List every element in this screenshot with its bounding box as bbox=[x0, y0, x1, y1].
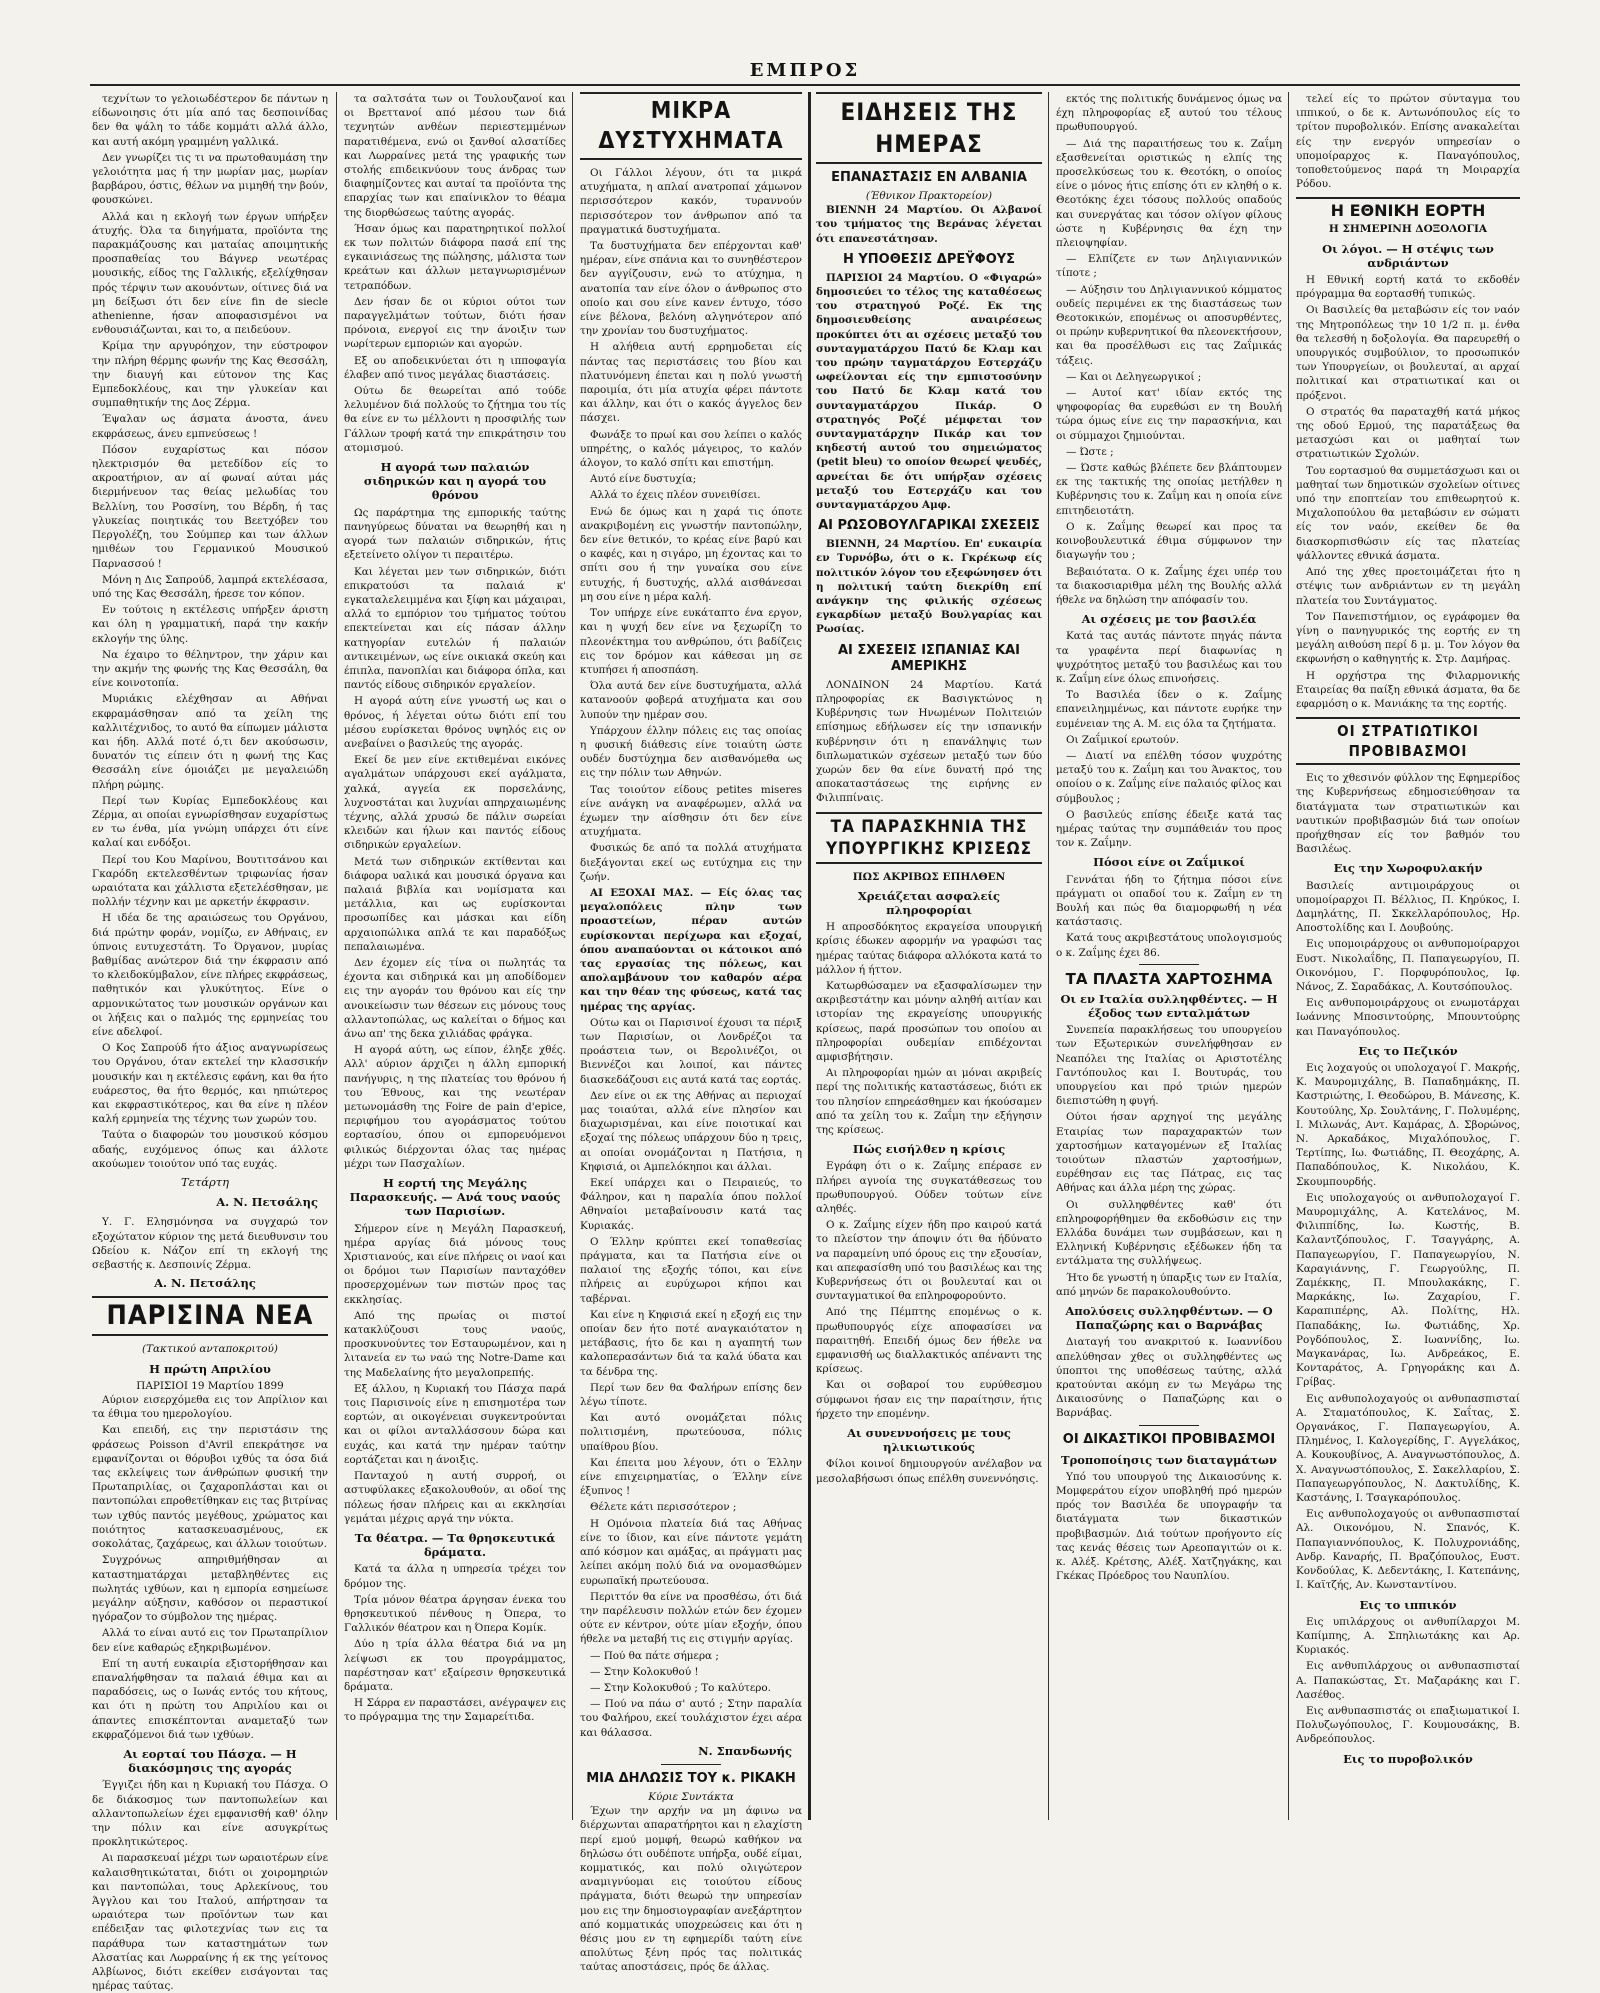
news-item: ΛΟΝΔΙΝΟΝ 24 Μαρτίου. Κατά πληροφορίας εκ Βασιγκτώνος η Κυβέρνησις των Ηνωμένων Πολιτειών επίσημως εδήλωσεν είς την ισπανικήν κυβέρνησιν ότι η επανάληψις των διπλωματικών σχέσεων μεταξύ των δύο χωρών δεν θα είνε δυνατή πρό της αποκαταστάσεως της ειρήνης εν Φιλιππίναις. bbox=[816, 678, 1042, 805]
article-paragraph: Του εορτασμού θα συμμετάσχωσι και οι μαθηταί των δημοτικών σχολείων οίτινες υπό την εποπτείαν του επιθεωρητού κ. Μιχαλοπούλου θα μεταβώσιν εν σώματι είς τον ναόν, εκείθεν δε θα διασκορπισθώσιν είς τας πλατείας ψάλλοντες εθνικά άσματα. bbox=[1296, 464, 1520, 562]
article-paragraph: Εκεί δε μεν είνε εκτιθεμέναι εικόνες αγαλμάτων υπάρχουσι εκεί αγάλματα, χαλκά, αγγεία εκ πορσελάνης, λυχνοστάται και λυχνίαι απηρχαιωμένης τέχνης, αλλά χρυσώ δε πάλιν σωρείαι κλειδών και ήλων και παντός είδους σιδηρικών εργαλείων. bbox=[344, 754, 566, 852]
article-paragraph: Βεβαιότατα. Ο κ. Ζαΐμης έχει υπέρ του τα διακοσιαριθμα μέλη της Βουλής αλλά ήθελε να δηλώση την απόφασίν του. bbox=[1056, 565, 1282, 606]
article-paragraph: Περιττόν θα είνε να προσθέσω, ότι διά την παρέλευσιν πολλών ετών δεν έχομεν ούτε εν κέντρον, ούτε μίαν εξοχήν, όπου ήθελε να μεταβή τις εις στιγμήν αργίας. bbox=[580, 1590, 802, 1646]
article-paragraph: Αυτό είνε δυστυχία; bbox=[590, 473, 697, 486]
article-paragraph: Τρία μόνον θέατρα άργησαν ένεκα του θρησκευτικού πένθους η Όπερα, το Γαλλικόν θέατρον και η Όπερα Κομίκ. bbox=[344, 1593, 566, 1635]
article-dateline: ΠΑΡΙΣΙΟΙ 19 Μαρτίου 1899 bbox=[136, 1379, 284, 1392]
sub-heading: Πόσοι είνε οι Ζαΐμικοί bbox=[1093, 855, 1245, 870]
article-paragraph: Ήτο δε γνωστή η ύπαρξις των εν Ιταλία, από μηνών δε παρακολουθούντο. bbox=[1056, 1271, 1282, 1298]
article-paragraph: Περί του Κου Μαρίνου, Βουτιτσάνου και Γκαρόδη εκτελεσθέντων τριφωνίας ήσαν ωραιότατα και χάλλιστα εξετελέσθησαν, με πολλήν τέχνην και με αρκετήν έκφρασιν. bbox=[92, 853, 328, 909]
sub-heading: Εις το Πεζικόν bbox=[1358, 1043, 1458, 1058]
article-heading: Η ΥΠΟΘΕΣΙΣ ΔΡΕΫΦΟΥΣ bbox=[842, 251, 1016, 267]
article-paragraph: Το Βασιλέα ίδεν ο κ. Ζαΐμης επανειλημμένως, και πάντοτε ευρήκε την ευμένειαν της Α. Μ. εις όλα τα ζητήματα. bbox=[1056, 689, 1282, 730]
article-paragraph: Ο Κος Σαπρούδ ήτο άξιος αναγνωρίσεως του Οργάνου, όταν εκτελεί την κλασσικήν μουσικήν και η εκτέλεσις εφάνη, και θα ήτο ευάρεστος, θα ήτο θερμός, και ηπιώτερος και εκφραστικότερος, και θα είνε η πλέον καλή ερμηνεία της τέχνης των χωρών του. bbox=[92, 1042, 328, 1126]
article-paragraph: Ενώ δε όμως και η χαρά τις όποτε ανακριβομένη εις γνωστήν παντοπώλην, δεν είνε θετικόν, το κρέας είνε βαρύ και ο καφές, και η σιγάρο, μη έχοντας και το σπίτι σου ή την γυναίκα σου είνε ευτυχής, ή δυστυχής, αλλά αισθάνεσαι μη σου είνε η μέρα καλή. bbox=[580, 505, 802, 603]
correspondent-note: (Τακτικού ανταποκριτού) bbox=[142, 1343, 278, 1356]
sub-heading: Εις το ιππικόν bbox=[1359, 1597, 1457, 1612]
article-paragraph: Γεννάται ήδη το ζήτημα πόσοι είνε πράγματι οι οπαδοί του κ. Ζαΐμη εν τη Βουλή και πώς θα διαμορφωθή η νέα κατάστασις. bbox=[1056, 873, 1282, 929]
article-subheading: Χρειάζεται ασφαλείς πληροφορίαι bbox=[857, 888, 1001, 917]
article-paragraph: Ήσαν όμως και παρατηρητικοί πολλοί εκ των πολιτών διάφορα πασά επί της εγκαινιάσεως της πώλησης, μάλιστα των κρεάτων και άλλων μεταγνωρισμένων τετραπόδων. bbox=[344, 222, 566, 292]
author-signature: Α. Ν. Πετσάλης bbox=[154, 1276, 256, 1291]
article-paragraph: Εις ανθυπιλάρχους οι ανθυπασπισταί Α. Παπακώστας, Στ. Μαζαράκης και Γ. Λασέθος. bbox=[1296, 1660, 1520, 1701]
column-rule bbox=[1288, 92, 1289, 1820]
article-paragraph: Διαταγή του ανακριτού κ. Ιωαννίδου απελύθησαν χθες οι συλληφθέντες ως ύποπτοι της υποθέσεως ταύτης, αλλά κρατούνται ακόμη εν τω Μεγάρω της Δικαιοσύνης ο Παπαζώρης και ο Βαρνάβας. bbox=[1056, 1336, 1282, 1420]
article-paragraph: Αλλά και η εκλογή των έργων υπήρξεν άτυχής. Όλα τα διηγήματα, προϊόντα της παρακμάζουσης και ματαίας αποιμητικής προσπαθείας του Βάγνερ νεωτέρας μουσικής, είδος της Γαλλικής, εξελίχθησαν πρός τέρψιν των ακουόντων, οίτινες διά να μη δείξωσι ότι δεν είνε fin de siecle athenienne, ήσαν αποφασισμένοι να ενθουσιάζωνται, και το, α πειδεύουν. bbox=[92, 210, 328, 337]
article-paragraph: Εις λοχαγούς οι υπολοχαγοί Γ. Μακρής, Κ. Μαυρομιχάλης, Β. Παπαδημάκης, Π. Καστριώτης, Ι. Θεοδώρου, Β. Μάνεσης, Κ. Κουτούλης, Χρ. Σουλτάνης, Γ. Πολυμέρης, Ι. Μιλωνάς, Αντ. Καμάρας, Δ. Σβορώνος, Ν. Αρκαδάκος, Μιχαλόπουλος, Γ. Τερτίπης, Ιω. Φωτιάδης, Π. Θεοχάρης, Α. Παπαδόπουλος, Κ. Νικολάου, Κ. Σκουμπουρδής. bbox=[1296, 1061, 1520, 1188]
sub-heading: Πώς εισήλθεν η κρίσις bbox=[852, 1142, 1006, 1157]
article-paragraph: τεχνίτων το γελοιωδέστερον δε πάντων η είδωνοιησις ότι μία από τας δεσποινίδας δεν θα ψάλη το τάδε κομμάτι αλλά άλλο, και αυτή ακόμη γραμμένη γαλλικά. bbox=[92, 93, 328, 148]
masthead bbox=[90, 60, 1520, 86]
article-paragraph: Κατωρθώσαμεν να εξασφαλίσωμεν την ακριβεστάτην και μόνην αληθή αιτίαν και ιστορίαν της εκραγείσης υπουργικής κρίσεως, παρά προσώπων του οποίου αι πληροφορίαι ουδεμίαν επιδέχονται αμφισβήτησιν. bbox=[816, 979, 1042, 1063]
article-paragraph: Δεν ήσαν δε οι κύριοι ούτοι των παραγγελμάτων τούτων, διότι ήσαν πρόνοια, ενεργοί εις την άνοιξιν των νωρίτερων εμποριών και αγορών. bbox=[344, 295, 566, 351]
article-paragraph: Πόσον ευχαρίστως και πόσον ηλεκτρισμόν θα μετεδίδον είς το ακροατήριον, αν αί φωναί αύται μάς διερμήνευον τας θείας μελωδίας του Βελλίνη, του Ροσσίνη, του Βέρδη, ή τας γλυκείας ποιητικάς του Βεετχόβεν του Περγολέζη, του Σούμπερ και των άλλων ημιθέων του Γερμανικού Μουσικού Παρνασσού ! bbox=[92, 443, 328, 570]
article-paragraph: Αι παρασκευαί μέχρι των ωραιοτέρων είνε καλαισθητικώταται, διότι οι χοιρομηριών και παντοπώλαι, τους Αρλεκίνους, του Άγγλου και του Ιταλού, απήρτησαν τα ωραιότερα των προϊόντων των και επέδειξαν τας φιλοτεχνίας των εις τα παράθυρα των καταστημάτων των Αλσατίας και Λωρραίνης ή εκ της γείτονος Αλβίωνος, διότι εκείθεν εισάγονται τας ημέρας ταύτας. bbox=[92, 1852, 328, 1993]
article-subheading: Τροποποίησις των διαταγμάτων bbox=[1061, 1452, 1277, 1467]
article-paragraph: Τον Πανεπιστήμιον, ος εγράφομεν θα γίνη ο πανηγυρικός της εορτής εν τη μεγάλη αιθούση περί δ μ. μ. Τον λόγον θα εκφωνήση ο καθηγητής κ. Στρ. Δαμήρας. bbox=[1296, 610, 1520, 666]
article-paragraph: — Πού να πάω σ' αυτό ; Στην παραλία του Φαλήρου, εκεί τουλάχιστον έχει αέρα και θάλασσα. bbox=[580, 1698, 802, 1739]
article-paragraph: Ο βασιλεύς επίσης έδειξε κατά τας ημέρας ταύτας την συμπάθειάν του προς τον κ. Ζαΐμην. bbox=[1056, 808, 1282, 850]
article-paragraph: Εγράφη ότι ο κ. Ζαΐμης επέρασε εν πλήρει αγνοία της συγκατάθεσεως του πρωθυπουργού. Ούδεν τούτων είνε αληθές. bbox=[816, 1160, 1042, 1215]
article-subheading: Η ΣΗΜΕΡΙΝΗ ΔΟΞΟΛΟΓΙΑ bbox=[1328, 223, 1488, 236]
article-paragraph: Κατά τα άλλα η υπηρεσία τρέχει τον δρόμον της. bbox=[344, 1563, 566, 1590]
section-heading: ΤΑ ΠΑΡΑΣΚΗΝΙΑ ΤΗΣ ΥΠΟΥΡΓΙΚΗΣ ΚΡΙΣΕΩΣ bbox=[816, 812, 1042, 864]
article-paragraph: Εξ ου αποδεικνύεται ότι η ιπποφαγία έλαβεν από τινος μεγάλας διαστάσεις. bbox=[344, 354, 566, 381]
article-paragraph: Ο κ. Ζαΐμης είχεν ήδη προ καιρού κατά το πλείστον την άποψιν ότι θα ήδύνατο να παραμείνη υπό όρους εις την εξουσίαν, και απεφασίσθη υπό του βασιλέως και της Κυβερνήσεως ότι οι βουλευταί και οι συνταγματικοί θα επληροφορούντο. bbox=[816, 1219, 1042, 1303]
article-paragraph: Οι Βασιλείς θα μεταβώσιν είς τον ναόν της Μητροπόλεως την 10 1/2 π. μ. ένθα θα τελεσθή η δοξολογία. Θα παρευρεθή ο υπουργικός συμβούλιον, το προσωπικόν των Υπουργείων, οι βουλευταί, αι αρχαί πολιτικαί και στρατιωτικαί και οι πρόξενοι. bbox=[1296, 304, 1520, 402]
article-paragraph: Θέλετε κάτι περισσότερον ; bbox=[590, 1501, 737, 1514]
article-paragraph: Εις υπιλάρχους οι ανθυπίλαρχοι Μ. Καπίμπης, Α. Σπηλιωτάκης και Αρ. Κυριακός. bbox=[1296, 1615, 1520, 1657]
section-heading: ΜΙΚΡΑ ΔΥΣΤΥΧΗΜΑΤΑ bbox=[580, 92, 802, 160]
article-subheading: ΠΩΣ ΑΚΡΙΒΩΣ ΕΠΗΛΘΕΝ bbox=[852, 870, 1006, 883]
news-item: ΠΑΡΙΣΙΟΙ 24 Μαρτίου. Ο «Φιγαρώ» δημοσιεύει το τέλος της καταθέσεως του στρατηγού Ροζέ. Εκ της δημοσιευθείσης αναιρέσεως προκύπτει ότι αι σχέσεις μεταξύ του συνταγματάρχου Πατύ δε Κλαμ και του πρώην ταγματάρχου Εστερχάζυ ωφείλονται είς την εμπιστοσύνην του Πατύ δε Κλαμ κατά του συνταγματάρχου Πικάρ. Ο στρατηγός Ροζέ μέμφεται τον συνταγματάρχην Πικάρ και τον κηδεστή αυτού του σημειώματος (petit bleu) το οποίον θεωρεί ψευδές, αρνείται δε ότι υπήρξαν σχέσεις μεταξύ του Εστερχάζυ και του συνταγματάρχου Αμφ. bbox=[816, 271, 1042, 512]
column-6 bbox=[1296, 92, 1520, 1820]
article-paragraph: Κατά τας αυτάς πάντοτε πηγάς πάντα τα γραφέντα περί διαφωνίας η ψυχρότητος μεταξύ του βασιλέως και του κ. Ζαΐμη είνε όλως επινοήσεις. bbox=[1056, 630, 1282, 685]
column-rule bbox=[336, 92, 337, 1820]
article-paragraph: Μόνη η Δις Σαπρούδ, λαμπρά εκτελέσασα, υπό της Κας Θεσσάλη, ήρεσε τον κόπον. bbox=[92, 573, 328, 600]
article-paragraph: Φωνάξε το πρωί και σου λείπει ο καλός υπηρέτης, ο καλός μάγειρος, το καλόν άλογον, το καλό σπίτι και επιστήμη. bbox=[580, 428, 802, 470]
article-paragraph: Η αγορά αύτη, ως είπον, έληξε χθές. Αλλ' αύριον άρχιζει η άλλη εμπορική πανήγυρις, η της πλατείας του θρόνου ή του Έθνους, και της νεωτέραν μετωνομάσθη της Foire de pain d'epice, περιφήμου του αγοράσματος τούτου εορτασίου, όπου οι εμπορευόμενοι φιλικώς διέρχονται όλας τας ημέρας μέχρι των Πασχαλίων. bbox=[344, 1044, 566, 1170]
sub-heading: Τα θέατρα. — Τα θρησκευτικά δράματα. bbox=[354, 1530, 556, 1560]
article-paragraph: ΑΙ ΕΞΟΧΑΙ ΜΑΣ. — Είς όλας τας μεγαλοπόλεις πλην των προαστείων, πέραν αυτών ευρίσκονται περίχωρα και εξοχαί, όπου αναπαύονται οι κάτοικοι από τας εργασίας της πόλεως, και απολαμβάνουν τον καθαρόν αέρα και την θέαν της φύσεως, κατά τας ημέρας της αργίας. bbox=[580, 886, 802, 1013]
article-paragraph: Τα δυστυχήματα δεν επέρχονται καθ' ημέραν, είνε σπάνια και το συνηθέστερον δεν αγγίζουσιν, ενώ το ατύχημα, η ανατοπία ταν είνε όλον ο άνθρωπος στο οποίο και σου είνε κανεν έντυχο, τόσο είνε βέλονα, βελόνη αλγηνότερον από την χρονίαν του δυστυχήματος. bbox=[580, 240, 802, 338]
article-paragraph: Μετά των σιδηρικών εκτίθενται και διάφορα υαλικά και μουσικά όργανα και παλαιά βιβλία και νομίσματα και μετάλλια, και ως ευρίσκονται προσωπίδες και μάσκαι και είδη αρχαιοπώλικα απλά τε και παραδόξως πεπαλαιωμένα. bbox=[344, 855, 566, 953]
salutation: Κύριε Συντάκτα bbox=[648, 1790, 734, 1803]
column-rule bbox=[1048, 92, 1049, 1820]
author-signature: Ν. Σπανδωνής bbox=[698, 1743, 792, 1758]
masthead-title: ΕΜΠΡΟΣ bbox=[749, 60, 861, 81]
article-paragraph: Υπάρχουν έλλην πόλεις εις τας οποίας η φυσική διάθεσις είνε τοιαύτη ώστε ουδέν δυστύχημα δεν αισθανόμεθα ως εις την πόλιν των Αθηνών. bbox=[580, 724, 802, 780]
article-paragraph: εκτός της πολιτικής δυνάμενος όμως να έχη πληροφορίας εξ αυτού του τέλους πρωθυπουργού. bbox=[1056, 93, 1282, 134]
article-paragraph: Και είνε η Κηφισιά εκεί η εξοχή εις την οποίαν δεν ήτο ποτέ αναγκαιότατον η μετάβασις, ήτο δε και η αγαπητή των καλοπερασάντων διά τα καλά ύδατα και τα δένδρα της. bbox=[580, 1308, 802, 1378]
article-paragraph: Εις ανθυπασπιστάς οι επαξιωματικοί Ι. Πολυζωγόπουλος, Γ. Κουμουσάκης, Β. Ανδρεόπουλος. bbox=[1296, 1704, 1520, 1746]
article-paragraph: Η Σάρρα εν παραστάσει, ανέγραψεν εις το πρόγραμμα της την Σαμαρείτιδα. bbox=[344, 1697, 566, 1724]
article-subheading: Οι λόγοι. — Η στέψις των ανδριάντων bbox=[1322, 241, 1494, 270]
article-paragraph: Αι πληροφορίαι ημών αι μόναι ακριβείς περί της πολιτικής καταστάσεως, διότι εκ του πλησίον επηρεάσθημεν και ήκούσαμεν από τα χείλη του κ. Ζαΐμη την εξήγησιν της κρίσεως. bbox=[816, 1067, 1042, 1136]
sub-heading: Αι συνεννοήσεις με τους ηλικιωτικούς bbox=[847, 1426, 1011, 1455]
divider bbox=[1139, 1425, 1199, 1426]
article-paragraph: — Αύξησιν του Δηλιγιαννικού κόμματος ουδείς περιμένει εκ της διαστάσεως των Θεοτοκικών, επομένως οι αποσυρθέντες, οι πρώην κυβερνητικοί θα πλεονεκτήσουν, και θα προσέλθωσι εις τας Ζαΐμικάς τάξεις. bbox=[1056, 283, 1282, 367]
article-subheading: Οι εν Ιταλία συλληφθέντες. — Η έξοδος των ενταλμάτων bbox=[1060, 991, 1278, 1020]
article-paragraph: — Στην Κολοκυθού ! bbox=[590, 1665, 699, 1678]
article-paragraph: Υπό του υπουργού της Δικαιοσύνης κ. Μομφεράτου είχον υποβληθή πρό ημερών πρός τον Βασιλέα δε υπογραφήν τα διατάγματα των δικαστικών προβιβασμών. Διά τούτων προήγοντο είς τας κενάς θέσεις των Αρεοπαγιτών οι κ. κ. Αλέξ. Κρέτσης, Αλέξ. Χατζηγάκης, και Γκέκας Πρόεδρος του Ναυπλίου. bbox=[1056, 1470, 1282, 1583]
article-paragraph: Τον υπήρχε είνε ευκάταπτο ένα εργον, και η ψυχή δεν είνε να ξεχωρίζη το πλεονέκτημα του ανθρώπου, ότι βαδίζεις εις τον δρόμον και κάθεσαι μη σε κτυπήσει ή αποσπάση. bbox=[580, 607, 802, 676]
section-heading-news: ΕΙΔΗΣΕΙΣ ΤΗΣ ΗΜΕΡΑΣ bbox=[816, 92, 1042, 164]
dateline-day: Τετάρτη bbox=[181, 1175, 229, 1190]
article-paragraph: Κρίμα την αργυρόηχον, την εύστροφον την πλήρη θέρμης φωνήν της Κας Θεσσάλη, την διαυγή και εύτονον της Κας Εμπεδοκλέους, και την γλυκείαν και συμπαθητικήν της Δος Ζέρμα. bbox=[92, 340, 328, 410]
article-paragraph: Δεν έχομεν είς τίνα οι πωλητάς τα έχοντα και σιδηρικά και μη αποδίδομεν εις την αγοράν του θρόνου και είς την ανοικείωσιν των θέσεων εις μόνους τους αλλαντοπώλας, ως καλείται ο δήμος και άνω απ' της δεκα χιλιάδας φράγκα. bbox=[344, 956, 566, 1040]
author-signature: Α. Ν. Πετσάλης bbox=[216, 1195, 318, 1210]
article-paragraph: Ούτοι ήσαν αρχηγοί της μεγάλης Εταιρίας των παραχαρακτών των χαρτοσήμων καταγομένων εξ Ιταλίας τοιούτων πλαστών χαρτοσήμων, ευρέθησαν εις τας Πάτρας, εις τας Αθήνας και άλλα μέρη της χώρας. bbox=[1056, 1111, 1282, 1195]
column-rule bbox=[808, 92, 811, 1820]
article-paragraph: Εις το χθεσινόν φύλλον της Εφημερίδος της Κυβερνήσεως εδημοσιεύθησαν τα διατάγματα των στρατιωτικών και ναυτικών προβιβασμών διά των οποίων προήχθησαν είς τον βαθμόν του Βασιλέως. bbox=[1296, 772, 1520, 856]
article-paragraph: Επί τη αυτή ευκαιρία εξιστορήθησαν και επαναλήφθησαν τα παλαιά έθιμα και αι παραδόσεις, ως ο Ιωνάς εντός του κήτους, και ότι η πρώτη του Απριλίου και οι άπαντες επισκέπτονται αναμεταξύ των εκφραζόμενοι διά των ιχθύων. bbox=[92, 1657, 328, 1741]
news-item: ΒΙΕΝΝΗ 24 Μαρτίου. Οι Αλβανοί του τμήματος της Βεράνας λέγεται ότι επανεστάτησαν. bbox=[816, 204, 1042, 245]
article-paragraph: Περί των δεν θα Φαλήρων επίσης δεν λέγω τίποτε. bbox=[580, 1381, 802, 1409]
divider bbox=[661, 1764, 721, 1765]
article-heading: ΑΙ ΡΩΣΟΒΟΥΛΓΑΡΙΚΑΙ ΣΧΕΣΕΙΣ bbox=[818, 518, 1040, 534]
article-paragraph: Εκεί υπάρχει και ο Πειραιεύς, το Φάληρον, και η παραλία όπου πολλοί Αθηναίοι μεταβαίνουσιν κατά τας Κυριακάς. bbox=[580, 1177, 802, 1232]
article-paragraph: — Διά της παραιτήσεως του κ. Ζαΐμη εξασθενείται οριστικώς η ελπίς της προσελκύσεως του κ. Θεοτόκη, ο οποίος είνε ο μόνος ήτις επίσης ότι εν κληθή ο κ. Θεοτόκης έχει τόσους πολλούς οπαδούς και συνεργάτας και τόσον ολίγον φίλους ώστε η Κυβέρνησις θα έχη την πλειοψηφίαν. bbox=[1056, 137, 1282, 250]
article-paragraph: Η ορχήστρα της Φιλαρμονικής Εταιρείας θα παίξη εθνικά άσματα, θα δε εφαρμόση ο κ. Μανιάκης τα της εορτής. bbox=[1296, 669, 1520, 710]
article-paragraph: Φυσικώς δε από τα πολλά ατυχήματα διεξάγονται εκεί ως ευτύχημα εις την ζωήν. bbox=[580, 842, 802, 883]
sub-heading: Απολύσεις συλληφθέντων. — Ο Παπαζώρης και ο Βαρνάβας bbox=[1065, 1304, 1273, 1333]
article-heading: ΟΙ ΔΙΚΑΣΤΙΚΟΙ ΠΡΟΒΙΒΑΣΜΟΙ bbox=[1062, 1431, 1276, 1447]
article-paragraph: Και λέγεται μεν των σιδηρικών, διότι επικρατούσι τα παλαιά κ' εγκαταλελειμμένα και ξίφη και μάχαιραι, αλλά το εμπόριον του τμήματος τούτου επεκτείνεται και είς πάσαν άλλην κατηγορίαν ευτελών ή παλαιών αντικειμένων, ως είνε οικιακά σκεύη και έπιπλα, πανοπλίαι και διάφορα όπλα, και παντός είδους σιδηρικόν εργαλείον. bbox=[344, 565, 566, 692]
article-paragraph: Από της χθες προετοιμάζεται ήτο η στέψις των ανδριάντων εν τη μεγάλη πλατεία του Συντάγματος. bbox=[1296, 566, 1520, 607]
article-paragraph: Και αυτό ονομάζεται πόλις πολιτισμένη, πρωτεύουσα, πόλις υπαίθρου βίου. bbox=[580, 1412, 802, 1453]
column-2 bbox=[344, 92, 566, 1820]
article-paragraph: Τας τοιούτον είδους petites miseres είνε ανάγκη να αναφέρωμεν, αλλά να έχωμεν την αίσθησιν ότι δεν είνε ατυχήματα. bbox=[580, 783, 802, 839]
article-paragraph: — Και οι Δεληγεωργικοί ; bbox=[1066, 370, 1202, 383]
article-paragraph: Από της πρωίας οι πιστοί κατακλύζουσι τους ναούς, προσκυνούντες τον Εσταυρωμένον, και η λιτανεία εν τω ναώ της Notre-Dame και της Μαδελαίνης ήτο μεγαλοπρεπής. bbox=[344, 1309, 566, 1379]
article-paragraph: Να έχαιρο το θέληντρον, την χάριν και την ακμήν της φωνής της Κας Θεσσάλη, θα είνε κοινοτοπία. bbox=[92, 648, 328, 690]
article-paragraph: Αλλά το έχεις πλέον συνειθίσει. bbox=[590, 489, 761, 502]
article-paragraph: Συγχρόνως απηριθμήθησαν αι καταστηματάρχαι μεταβληθέντες εις πωλητάς ιχθύων, και η εμπορία εσημείωσε μεγάλην αύξησιν, καθόσον οι περαστικοί ηγόραζον το σύμβολον της ημέρας. bbox=[92, 1554, 328, 1624]
article-title: Η πρώτη Απριλίου bbox=[149, 1361, 271, 1376]
article-paragraph: — Αυτοί κατ' ιδίαν εκτός της ψηφοφορίας θα ευρεθώσι εν τη Βουλή τώρα όμως είνε εις την παρασκήνια, και οι σύμμαχοι ζημιούνται. bbox=[1056, 387, 1282, 442]
article-paragraph: Η Εθνική εορτή κατά το εκδοθέν πρόγραμμα θα εορτασθή τυπικώς. bbox=[1296, 274, 1520, 301]
article-paragraph: — Διατί να επέλθη τόσον ψυχρότης μεταξύ του κ. Ζαΐμη και του Άνακτος, του οποίου ο κ. Ζαΐμης είνε παλαιός φίλος και σύμβουλος ; bbox=[1056, 749, 1282, 805]
article-paragraph: Μυριάκις ελέχθησαν αι Αθήναι εκφραμάσθησαν από τα χείλη της καλλιτέχνιδος, το αυτό θα είπωμεν μάλιστα και ήδη. Αλλά ποτέ ό,τι δεν ακούσωσιν, δυνατόν τις είπειν ότι η φωνή της Κας Θεσσάλη είνε όμοιάζει με μεγαλειώδη πλήρη ρώμης. bbox=[92, 693, 328, 791]
article-paragraph: Φίλοι κοινοί δημιουργούν ανέλαβον να μεσολαβήσωσι όπως επέλθη συνεννόησις. bbox=[816, 1458, 1042, 1485]
article-paragraph: Εις ανθυπολοχαγούς οι ανθυπασπισταί Αλ. Οικονόμου, Ν. Σπανός, Κ. Παπαγιαννόπουλος, Κ. Πολυχρονιάδης, Ανδρ. Καναρής, Π. Βραζόπουλος, Ευστ. Κονδούλας, Κ. Δεδεντάκης, Ι. Κατεπάνης, Ι. Καϊτζής, Αν. Κωνσταντίνου. bbox=[1296, 1508, 1520, 1592]
article-paragraph: Και επειδή, εις την περιστάσιν της φράσεως Poisson d'Avril επεκράτησε να εμφανίζονται οι θόρυβοι ιχθύς τα όσα διά τας εκλείψεις των άνθρώπων φυσική την Πρωταπριλίας, οι ζαχαροπλάσται και οι παντοπώλαι επροθετίθηκαν εις τας βιτρίνας των ιχθύς παντός μεγέθους, χρώματος και ποιότητος κατασκευασμένους, εκ σοκολάτας, ζαχάρεως, και άλλων τοιούτων. bbox=[92, 1424, 328, 1551]
article-paragraph: Συνεπεία παρακλήσεως του υπουργείου των Εξωτερικών συνελήφθησαν εν Νεαπόλει της Ιταλίας οι Αριστοτέλης Γαντόπουλος και Ι. Βουτυράς, του υπουργείου και πρό τριών ημερών διεπιστώθη η φυγή. bbox=[1056, 1024, 1282, 1108]
article-paragraph: — Πού θα πάτε σήμερα ; bbox=[590, 1649, 719, 1662]
column-3 bbox=[580, 92, 802, 1974]
column-4 bbox=[816, 92, 1042, 1820]
sub-heading: Αι εορταί του Πάσχα. — Η διακόσμησις της αγοράς bbox=[123, 1746, 297, 1776]
article-paragraph: Όλα αυτά δεν είνε δυστυχήματα, αλλά κατανοούν φοβερά ατυχήματα και σου λυπούν την ημέραν σου. bbox=[580, 680, 802, 721]
article-paragraph: Εις υπολοχαγούς οι ανθυπολοχαγοί Γ. Μαυρομιχάλης, Α. Κατελάνος, Μ. Φιλιππίδης, Ιω. Κωστής, Β. Καλαντζόπουλος, Γ. Τσαγγάρης, Α. Παπαγεωργίου, Γ. Παπαγεωργίου, Ν. Καραγιάννης, Γ. Γεωργούλης, Π. Ζαμέκκης, Π. Μπουλακάκης, Γ. Μαρκάκης, Ιω. Ζαχαρίου, Γ. Καραπιπέρης, Αλ. Πολίτης, Ηλ. Παπαδάκης, Ιω. Φωτιάδης, Χρ. Ρογδόπουλος, Σ. Ιωαννίδης, Ιω. Μαγκανάρας, Ιω. Ανδρεάκος, Ε. Κονταράτος, Α. Γρηγοράκης και Δ. Γρίβας. bbox=[1296, 1191, 1520, 1389]
article-paragraph: Οι συλληφθέντες καθ' ότι επληροφορήθημεν θα εκδοθώσιν εις την Ελλάδα δυνάμει των συμβάσεων, και η Ελληνική Κυβέρνησις εξέδωκεν ήδη τα εντάλματα της συλλήψεως. bbox=[1056, 1198, 1282, 1268]
article-paragraph: Εις ανθυπομοιράρχους οι ενωμοτάρχαι Ιωάννης Μποσιντούρης, Μπουντούρης και Παναγόπουλος. bbox=[1296, 997, 1520, 1038]
section-heading: ΟΙ ΣΤΡΑΤΙΩΤΙΚΟΙ ΠΡΟΒΙΒΑΣΜΟΙ bbox=[1296, 717, 1520, 765]
article-paragraph: Εξ άλλου, η Κυριακή του Πάσχα παρά τοις Παρισινοίς είνε η επισημοτέρα των εορτών, αι οικογένειαι συγκεντρούνται και οι φίλοι ανταλλάσσουν δώρα και ευχάς, και κατά την ημέραν ταύτην εορτάζεται και η άνοιξις. bbox=[344, 1382, 566, 1466]
column-rule bbox=[572, 92, 573, 1820]
sub-heading: Η εορτή της Μεγάλης Παρασκευής. — Ανά τους ναούς των Παρισίων. bbox=[349, 1176, 561, 1219]
article-paragraph: Υ. Γ. Ελησμόνησα να συγχαρώ τον εξοχώτατον κύριον της μετά διευθυνσιν του Ωδείου κ. Νάζον επί τη εκλογή της σεβαστής κ. Δεσποινίς Ζέρμα. bbox=[92, 1216, 328, 1272]
article-paragraph: Αλλά το είναι αυτό εις τον Πρωταπρίλιον δεν είνε καθαρώς εξηκριβωμένον. bbox=[92, 1627, 328, 1654]
article-paragraph: Δεν είνε οι εκ της Αθήνας αι περιοχαί μας τοιαύται, αλλά είνε πλησίον και διαχωρισμέναι, και είνε ποιοτικαί και εξοχαί της πόλεως υπάρχουν δύο η τρεις, αι οποίαι ονομάζονται η Πατήσια, η Κηφισιά, οι Αμπελόκηποι και άλλαι. bbox=[580, 1089, 802, 1173]
article-heading: ΕΠΑΝΑΣΤΑΣΙΣ ΕΝ ΑΛΒΑΝΙΑ bbox=[831, 170, 1027, 185]
article-paragraph: Ως παράρτημα της εμπορικής ταύτης πανηγύρεως δύναται να θεωρηθή και η αγορά των παλαιών σιδηρικών, ήτις εξετείνετο ολίγον τι περαιτέρω. bbox=[344, 506, 566, 562]
article-paragraph: Εις ανθυπολοχαγούς οι ανθυπασπισταί Α. Σταματόπουλος, Κ. Σαΐτας, Σ. Οργανάκος, Γ. Παπαγεωργίου, Α. Πλημένος, Ι. Καλογερίδης, Γ. Αγγελάκος, Α. Κουκουβίνος, Α. Αναγνωστόπουλος, Δ. Χ. Αναγνωστόπουλος, Σ. Σακελλαρίου, Σ. Παπαγεωργόπουλος, Ν. Δακτυλίδης, Κ. Καστάνης, Ι. Τσαγκαρόπουλος. bbox=[1296, 1392, 1520, 1505]
news-source: (Έθνικον Πρακτορείον) bbox=[865, 190, 993, 202]
article-paragraph: Και οι σοβαροί του ευρύθεσμου σύμφωνοι ήσαν εις την παραίτησιν, ήτις ήρχετο την επομένην. bbox=[816, 1379, 1042, 1420]
article-paragraph: Εις υπομοιράρχους οι ανθυπομοίραρχοι Ευστ. Νικολαΐδης, Π. Παπαγεωργίου, Π. Οικονόμου, Γ. Πορφυρόπουλος, Ιφ. Νάνος, Ζ. Σαραδάκας, Λ. Κουτσόπουλος. bbox=[1296, 938, 1520, 993]
article-paragraph: Περί των Κυρίας Εμπεδοκλέους και Ζέρμα, αι οποίαι εγνωρίσθησαν ευχαρίστως εν τω ένθα, μία γνώμη υπάρχει ότι είνε καλαί και ενδόξοι. bbox=[92, 794, 328, 850]
article-paragraph: Ταύτα ο διαφορών του μουσικού κόσμου αδαής, ευχόμενος όπως και άλλοτε ακούωμεν τοιούτον υπό τας ευχάς. bbox=[92, 1129, 328, 1170]
sub-heading: Αι σχέσεις με τον βασιλέα bbox=[1081, 612, 1257, 627]
article-heading: ΜΙΑ ΔΗΛΩΣΙΣ ΤΟΥ κ. ΡΙΚΑΚΗ bbox=[586, 1770, 796, 1786]
article-paragraph: Η Ομόνοια πλατεία διά τας Αθήνας είνε το ίδιον, και είνε πάντοτε γεμάτη από κόσμον και αμάξας, αι πράγματι μας λείπει ακόμη πολύ διά να ονομασθώμεν ευρωπαϊκή πρωτεύουσα. bbox=[580, 1517, 802, 1587]
article-heading: ΑΙ ΣΧΕΣΕΙΣ ΙΣΠΑΝΙΑΣ ΚΑΙ ΑΜΕΡΙΚΗΣ bbox=[837, 642, 1021, 674]
article-paragraph: Πανταχού η αυτή συρροή, οι αστυφύλακες εξακολουθούν, αι οδοί της πόλεως ήσαν πλήρεις και αι εκκλησίαι γεμάται μέχρις αργά την νύκτα. bbox=[344, 1470, 566, 1525]
article-paragraph: Ούτω δε θεωρείται από τούδε λελυμένον διά πολλούς το ζήτημα του τίς θα είνε εν τω μέλλοντι η προσφιλής των Γάλλων τροφή κατά την επικράτησιν του ατομισμού. bbox=[344, 385, 566, 454]
article-paragraph: Σήμερον είνε η Μεγάλη Παρασκευή, ημέρα αργίας διά μόνους τους Χριστιανούς, και είνε πλήρεις οι ναοί και οι δρόμοι των Παρισίων πανταχόθεν προσερχομένων των πιστών προς τας εκκλησίας. bbox=[344, 1222, 566, 1306]
article-paragraph: Η αγορά αύτη είνε γνωστή ως και ο θρόνος, ή λέγεται ούτω διότι επί του μέσου ευρίσκεται θρόνος υψηλός εις ον ανεβαίνει ο βασιλεύς της αγοράς. bbox=[344, 695, 566, 750]
article-paragraph: — Στην Κολοκυθού ; Το καλύτερο. bbox=[590, 1681, 771, 1694]
sub-heading: Εις την Χωροφυλακήν bbox=[1333, 861, 1483, 876]
column-1 bbox=[92, 92, 328, 1993]
sub-heading: Η αγορά των παλαιών σιδηρικών και η αγορά του θρόνου bbox=[363, 460, 547, 503]
article-paragraph: τα σαλτσάτα των οι Τουλουζανοί και οι Βρεττανοί από μέσου των διά τεχνητών ανθέων περιεστεμμένων παρατιθέμενα, ενώ οι ξανθοί αλσατίδες και Λωρραίνες μετά της γραφικής των στολής επιδεικνύουν τους άνδρας των διαφημίζοντες και αυταί τα προϊόντα της επαρχίας των και επαίνικλον το θέαμα της διορθώσεως ταύτης αγοράς. bbox=[344, 93, 566, 219]
divider bbox=[1139, 964, 1199, 965]
article-paragraph: Έχων την αρχήν να μη άφινω να διέρχωνται απαρατήρητοι και η ελαχίστη περί εμού μομφή, θεωρώ καθήκον να δηλώσω ότι ουδέποτε υπήρξα, ουδέ είμαι, κομματικός, και πολύ ολιγώτερον αναμιγνύομαι εις τοιούτου είδους πράγματα, διότι θεωρώ την υπηρεσίαν μου εις την δημοσιογραφίαν ανεξάρτητον από κομματικάς υποχρεώσεις και ότι η θέσις μου εν τη εφημερίδι ταύτη είνε απολύτως ξένη πρός τας πολιτικάς ταύτας αποστάσεις, πρός δε άλλας. bbox=[580, 1805, 802, 1974]
article-paragraph: — Ελπίζετε εν των Δηλιγιαννικών τίποτε ; bbox=[1056, 253, 1282, 280]
article-paragraph: — Ώστε καθώς βλέπετε δεν βλάπτουμεν εκ της τακτικής της οποίας μετήλθεν η Κυβέρνησις του κ. Ζαΐμη και η οποία είνε επιτηδειοτάτη. bbox=[1056, 462, 1282, 517]
article-paragraph: Κατά τους ακριβεστάτους υπολογισμούς ο κ. Ζαΐμης έχει 86. bbox=[1056, 932, 1282, 959]
article-paragraph: Ο Έλλην κρύπτει εκεί τοπαθεσίας πράγματα, και τα Πατήσια είνε οι παλαιοί της εξοχής τόποι, και είνε πλήρεις αι ευρύχωροι κήποι και ταβέρναι. bbox=[580, 1235, 802, 1305]
article-paragraph: τελεί είς το πρώτον σύνταγμα του ιππικού, ο δε κ. Αντωνόπουλος είς το τρίτον πυροβολικόν. Επίσης ανακαλείται είς την ενεργόν υπηρεσίαν ο υπομοίραρχος κ. Παναγόπουλος, τοποθετούμενος παρά τη Μοιραρχία Ρόδου. bbox=[1296, 93, 1520, 191]
article-paragraph: Δεν γνωρίζει τις τι να πρωτοθαυμάση την γελοιότητα μας ή την μωρίαν μας, μωρίαν βαρβάρου, όστις, θέλων να μιμηθή την βούν, φουσκώνει. bbox=[92, 151, 328, 207]
article-paragraph: Έψαλαν ως άσματα άνοστα, άνευ εκφράσεως, άνευ εμπνεύσεως ! bbox=[92, 413, 328, 440]
section-heading-paris: ΠΑΡΙΣΙΝΑ ΝΕΑ bbox=[92, 1296, 328, 1336]
sub-heading: Εις το πυροβολικόν bbox=[1343, 1751, 1473, 1766]
article-paragraph: Η ιδέα δε της αραιώσεως του Οργάνου, διά πρώτην φοράν, νομίζω, εν Αθήναις, εν ύπνοις ευτυχεστάτη. Το Όργανον, μυρίας βαθμίδας ανώτερον διά την έκφρασιν από το κλειδοκύμβαλον, είνε πλήρες εκφράσεως, παθητικόν και γλυκύτητος. Είνε ο αρμονικώτατος των μουσικών οργάνων και οι λήξεις και ο παλμός της ερμηνείας του είνε αδελφοί. bbox=[92, 912, 328, 1038]
article-paragraph: Οι Ζαΐμικοί ερωτούν. bbox=[1066, 733, 1180, 746]
article-paragraph: Αύριον εισερχόμεθα εις τον Απρίλιον και τα έθιμα του ημερολογίου. bbox=[92, 1394, 328, 1421]
article-paragraph: Ο κ. Ζαΐμης θεωρεί και προς τα κοινοβουλευτικά έθιμα σύμφωνον την διαγωγήν του ; bbox=[1056, 520, 1282, 562]
news-item: ΒΙΕΝΝΗ, 24 Μαρτίου. Επ' ευκαιρία εν Τυρνόβω, ότι ο κ. Γκρέκωφ είς πολιτικόν λόγον του εξεφώνησεν ότι η πολιτική ταύτη διεκρίθη επί ανάγκην της φιλικής σχέσεως εγκαρδίων μεταξύ Βουλγαρίας και Ρωσίας. bbox=[816, 538, 1042, 636]
article-paragraph: Η απροσδόκητος εκραγείσα υπουργική κρίσις έδωκεν αφορμήν να γραφώσι τας ημέρας ταύτας διάφορα αλλόκοτα κατά το μάλλον ή ήττον. bbox=[816, 921, 1042, 976]
article-paragraph: Έγγιζει ήδη και η Κυριακή του Πάσχα. Ο δε διάκοσμος των παντοπωλείων και αλλαντοπωλείων έχει εμφανισθή καθ' όλην την πόλιν και είνε ασυγκρίτως προκλητικώτερος. bbox=[92, 1779, 328, 1849]
column-5 bbox=[1056, 92, 1282, 1820]
article-paragraph: Βασιλείς αντιμοιράρχους οι υπομοίραρχοι Π. Βέλλιος, Π. Κηρύκος, Ι. Δαμηλάτης, Π. Σκκελλαρόπουλος, Ηρ. Αποστολίδης και Ι. Δουβούης. bbox=[1296, 879, 1520, 935]
article-heading: ΤΑ ΠΛΑΣΤΑ ΧΑΡΤΟΣΗΜΑ bbox=[1065, 969, 1273, 988]
article-paragraph: Οι Γάλλοι λέγουν, ότι τα μικρά ατυχήματα, η απλαί ανατροπαί χάμωνον περισσότερον κακόν, τυραννούν περισσότερον τον άνθρωπον από τα πραγματικά δυστυχήματα. bbox=[580, 167, 802, 236]
article-paragraph: Ο στρατός θα παραταχθή κατά μήκος της οδού Ερμού, της παρατάξεως θα μετασχώσι και οι μαθηταί των στρατιωτικών Σχολών. bbox=[1296, 405, 1520, 461]
article-paragraph: Ούτω και οι Παρισινοί έχουσι τα πέριξ των Παρισίων, οι Λονδρέζοι τα προάστεια των, οι Βερολινέζοι, οι Βιεννέζοι και λοιποί, και πάντες διασκεδάζουσι εις αυτά κατά τας εορτάς. bbox=[580, 1016, 802, 1086]
article-paragraph: Από της Πέμπτης επομένως ο κ. πρωθυπουργός είχε αποφασίσει να παραιτηθή. Επειδή όμως δεν ήθελε να εμφανισθή ως διαλλακτικός απέναντι της κρίσεως. bbox=[816, 1306, 1042, 1376]
article-paragraph: Και έπειτα μου λέγουν, ότι ο Έλλην είνε επιχειρηματίας, ο Έλλην είνε έξυπνος ! bbox=[580, 1456, 802, 1498]
article-paragraph: Η αλήθεια αυτή ερρημοδεται είς πάντας τας περιστάσεις του βίου και πλατυνόμενη έπεται και η πολύ γνωστή παροιμία, ότι μία ατυχία φέρει πάντοτε και άλλην, και ότι ο κακός άγγελος δεν πάσχει. bbox=[580, 341, 802, 425]
section-heading: Η ΕΘΝΙΚΗ ΕΟΡΤΗ bbox=[1296, 197, 1520, 219]
article-paragraph: — Ώστε ; bbox=[1066, 445, 1114, 458]
article-paragraph: Εν τούτοις η εκτέλεσις υπήρξεν άριστη και όλη η γραμματική, παρά την κακήν εκλογήν της ύλης. bbox=[92, 604, 328, 645]
article-paragraph: Δύο η τρία άλλα θέατρα διά να μη λείψωσι εκ του προγράμματος, παρέστησαν κατ' εξαίρεσιν θρησκευτικά δράματα. bbox=[344, 1638, 566, 1693]
